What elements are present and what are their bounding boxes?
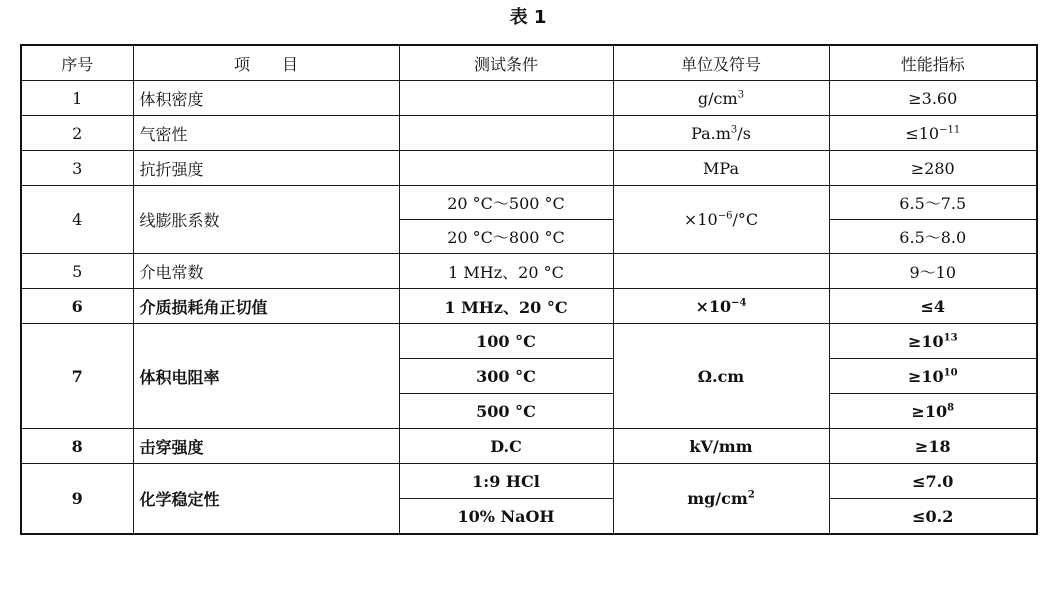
value-base: ≥10 (911, 401, 948, 421)
unit-cell (613, 464, 829, 535)
test-condition: 1 MHz、20 °C (399, 254, 613, 289)
table-row (21, 324, 1037, 359)
unit-exponent: −4 (731, 297, 747, 309)
value-cell: 6.5～8.0 (829, 220, 1037, 254)
table-row (21, 81, 1037, 116)
unit-cell (613, 289, 829, 324)
item-name: 气密性 (133, 116, 399, 151)
unit-tail: /s (737, 123, 751, 143)
unit-exponent: 3 (730, 124, 738, 136)
test-condition: 1 MHz、20 °C (399, 289, 613, 324)
row-number: 9 (21, 464, 133, 535)
value-cell (829, 81, 1037, 116)
header-unit: 单位及符号 (613, 45, 829, 81)
test-condition: 10% NaOH (399, 499, 613, 535)
value-cell (829, 289, 1037, 324)
header-item: 项 目 (133, 45, 399, 81)
table-row (21, 186, 1037, 220)
value-cell (829, 429, 1037, 464)
header-condition: 测试条件 (399, 45, 613, 81)
value-cell (829, 116, 1037, 151)
row-number: 7 (21, 324, 133, 429)
test-condition: 1:9 HCl (399, 464, 613, 499)
test-condition: 20 °C～500 °C (399, 186, 613, 220)
table-caption: 表 1 (509, 7, 547, 28)
table-row (21, 289, 1037, 324)
item-name: 抗折强度 (133, 151, 399, 186)
value-base: ≥10 (907, 366, 944, 386)
header-no: 序号 (21, 45, 133, 81)
item-name: 体积密度 (133, 81, 399, 116)
value-exponent: 10 (943, 367, 958, 379)
unit-base: mg/cm (687, 489, 748, 508)
specification-table (20, 44, 1038, 535)
table-row (21, 116, 1037, 151)
test-condition: 100 °C (399, 324, 613, 359)
unit-exponent: 3 (737, 89, 745, 101)
row-number: 3 (21, 151, 133, 186)
row-number: 5 (21, 254, 133, 289)
unit-cell: Ω.cm (613, 324, 829, 429)
unit-cell (613, 186, 829, 254)
row-number: 4 (21, 186, 133, 254)
value-cell: 6.5～7.5 (829, 186, 1037, 220)
item-name: 介电常数 (133, 254, 399, 289)
unit-cell (613, 116, 829, 151)
test-condition (399, 151, 613, 186)
value-exponent: 13 (943, 332, 958, 344)
header-row (21, 45, 1037, 81)
item-name: 化学稳定性 (133, 464, 399, 535)
table-row (21, 254, 1037, 289)
table-row (21, 464, 1037, 499)
value-cell (829, 394, 1037, 429)
test-condition (399, 81, 613, 116)
value-base: ≤4 (920, 296, 946, 316)
item-name: 击穿强度 (133, 429, 399, 464)
header-value: 性能指标 (829, 45, 1037, 81)
test-condition: D.C (399, 429, 613, 464)
unit-cell (613, 429, 829, 464)
value-cell: ≤0.2 (829, 499, 1037, 535)
unit-base: g/cm (697, 88, 738, 108)
unit-cell (613, 254, 829, 289)
value-cell (829, 151, 1037, 186)
row-number: 8 (21, 429, 133, 464)
table-row (21, 151, 1037, 186)
value-base: ≤10 (905, 123, 940, 143)
unit-tail: /°C (732, 210, 759, 229)
unit-base: ×10 (683, 210, 718, 229)
value-cell (829, 254, 1037, 289)
value-base: 9～10 (909, 262, 957, 282)
unit-base: Pa.m (691, 123, 731, 143)
test-condition (399, 116, 613, 151)
test-condition: 300 °C (399, 359, 613, 394)
value-base: ≥10 (907, 331, 944, 351)
value-exponent: 8 (947, 402, 955, 414)
value-cell (829, 324, 1037, 359)
unit-base: MPa (703, 158, 739, 178)
row-number: 6 (21, 289, 133, 324)
value-base: ≥280 (910, 158, 955, 178)
row-number: 1 (21, 81, 133, 116)
unit-exponent: 2 (747, 489, 755, 501)
value-base: ≥18 (914, 436, 951, 456)
unit-cell (613, 81, 829, 116)
value-base: ≥3.60 (908, 88, 958, 108)
value-exponent: −11 (939, 124, 961, 136)
unit-cell (613, 151, 829, 186)
row-number: 2 (21, 116, 133, 151)
test-condition: 500 °C (399, 394, 613, 429)
unit-exponent: −6 (717, 210, 733, 222)
unit-base: ×10 (695, 296, 732, 316)
unit-base: kV/mm (689, 436, 753, 456)
test-condition: 20 °C～800 °C (399, 220, 613, 254)
value-cell: ≤7.0 (829, 464, 1037, 499)
item-name: 介质损耗角正切值 (133, 289, 399, 324)
table-row (21, 429, 1037, 464)
item-name: 体积电阻率 (133, 324, 399, 429)
value-cell (829, 359, 1037, 394)
item-name: 线膨胀系数 (133, 186, 399, 254)
